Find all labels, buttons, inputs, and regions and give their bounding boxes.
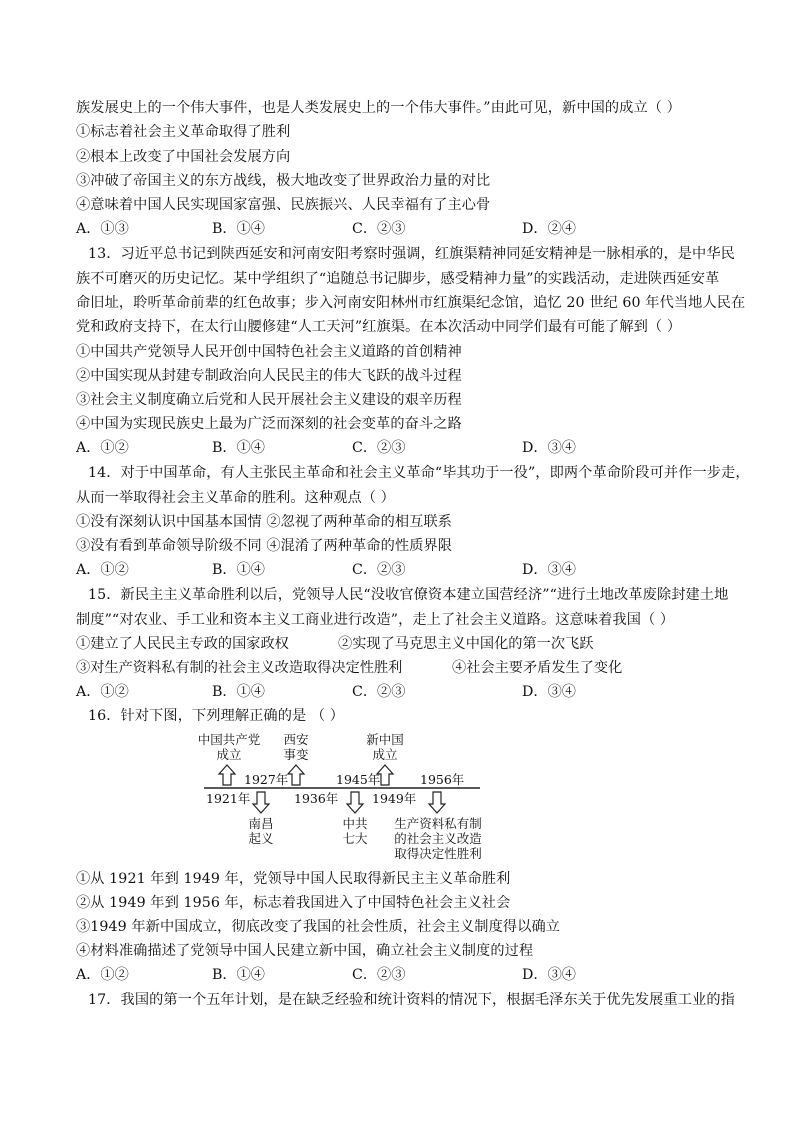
q16-item-3: ③1949 年新中国成立，彻底改变了我国的社会性质，社会主义制度得以确立	[76, 919, 561, 935]
q15-items-row-1	[76, 634, 736, 654]
timeline-label-socialist-transformation	[390, 816, 486, 861]
q12-stem-tail: 族发展史上的一个伟大事件，也是人类发展史上的一个伟大事件。”由此可见，新中国的成立（ ）	[76, 100, 681, 116]
q14-stem-line-1: 14．对于中国革命，有人主张民主革命和社会主义革命“毕其功于一役”，即两个革命阶段可并作一步走，	[88, 465, 750, 481]
q13-item-2: ②中国实现从封建专制政治向人民民主的伟大飞跃的战斗过程	[76, 368, 462, 384]
q13-stem-line-2: 族不可磨灭的历史记忆。某中学组织了“追随总书记脚步，感受精神力量”的实践活动，走进陕西延安革	[76, 271, 720, 287]
q12-option-d[interactable]: D．②④	[522, 221, 576, 237]
q16-option-b[interactable]: B．①④	[212, 967, 265, 983]
label-line: 的社会主义改造	[394, 831, 482, 846]
q12-item-1: ①标志着社会主义革命取得了胜利	[76, 124, 291, 140]
q13-option-a[interactable]: A．①②	[76, 440, 129, 456]
q14-option-b[interactable]: B．①④	[212, 562, 265, 578]
label-line: 西安	[283, 732, 309, 747]
q15-item-1: ①建立了人民民主专政的国家政权	[76, 636, 289, 652]
q15-option-d[interactable]: D．③④	[522, 684, 576, 700]
year-1927: 1927年	[244, 772, 289, 787]
q15-stem-line-1: 15．新民主主义革命胜利以后，党领导人民“没收官僚资本建立国营经济”“进行土地改革废除封建土地	[88, 587, 729, 603]
q15-option-c[interactable]: C．②③	[352, 684, 406, 700]
q14-options	[76, 560, 736, 580]
q13-item-4: ④中国为实现民族史上最为广泛而深刻的社会变革的奋斗之路	[76, 416, 462, 432]
q12-item-4: ④意味着中国人民实现国家富强、民族振兴、人民幸福有了主心骨	[76, 197, 491, 213]
label-line: 生产资料私有制	[394, 816, 482, 831]
q16-options	[76, 965, 736, 985]
q16-item-4: ④材料准确描述了党领导中国人民建立新中国，确立社会主义制度的过程	[76, 943, 534, 959]
down-arrow-1945-icon	[347, 792, 363, 813]
up-arrow-1936-icon	[288, 765, 304, 785]
q15-options	[76, 682, 736, 702]
q16-option-d[interactable]: D．③④	[522, 967, 576, 983]
q17-stem-line-1: 17．我国的第一个五年计划，是在缺乏经验和统计资料的情况下，根据毛泽东关于优先发展重工业的指	[88, 992, 735, 1008]
label-line: 事变	[283, 747, 309, 762]
q14-option-d[interactable]: D．③④	[522, 562, 576, 578]
q13-item-3: ③社会主义制度确立后党和人民开展社会主义建设的艰辛历程	[76, 392, 462, 408]
q15-item-3: ③对生产资料私有制的社会主义改造取得决定性胜利	[76, 660, 403, 676]
q13-stem-line-4: 党和政府支持下，在太行山腰修建“人工天河”红旗渠。在本次活动中同学们最有可能了解到（ ）	[76, 319, 682, 335]
timeline-label-cpc-founded	[194, 732, 264, 762]
q13-options	[76, 438, 736, 458]
q13-item-1: ①中国共产党领导人民开创中国特色社会主义道路的首创精神	[76, 344, 462, 360]
q16-option-a[interactable]: A．①②	[76, 967, 129, 983]
q14-items-row-2: ③没有看到革命领导阶级不同 ④混淆了两种革命的性质界限	[76, 538, 453, 554]
year-1956: 1956年	[420, 772, 465, 787]
timeline-label-new-china	[360, 732, 410, 762]
label-line: 成立	[372, 747, 398, 762]
year-1949: 1949年	[372, 791, 417, 806]
label-line: 起义	[248, 831, 274, 846]
q15-item-2: ②实现了马克思主义中国化的第一次飞跃	[338, 636, 594, 652]
q15-option-b[interactable]: B．①④	[212, 684, 265, 700]
label-line: 中国共产党	[197, 732, 261, 747]
label-line: 中共	[342, 816, 368, 831]
label-line: 南昌	[248, 816, 274, 831]
q12-option-c[interactable]: C．②③	[352, 221, 406, 237]
year-1936: 1936年	[294, 791, 339, 806]
down-arrow-1956-icon	[429, 792, 445, 813]
timeline-label-xian-incident	[276, 732, 316, 762]
label-line: 新中国	[366, 732, 404, 747]
q15-stem-line-2: 制度”“对农业、手工业和资本主义工商业进行改造”，走上了社会主义道路。这意味着我国（ ）	[76, 612, 675, 628]
q12-options	[76, 219, 736, 239]
year-1945: 1945年	[336, 772, 381, 787]
q16-item-1: ①从 1921 年到 1949 年，党领导中国人民取得新民主主义革命胜利	[76, 871, 511, 887]
q12-option-a[interactable]: A．①③	[76, 221, 129, 237]
q12-item-3: ③冲破了帝国主义的东方战线，极大地改变了世界政治力量的对比	[76, 173, 491, 189]
down-arrow-1927-icon	[253, 792, 269, 813]
q14-option-c[interactable]: C．②③	[352, 562, 406, 578]
timeline-label-nanchang-uprising	[245, 816, 277, 846]
q13-option-c[interactable]: C．②③	[352, 440, 406, 456]
q13-option-b[interactable]: B．①④	[212, 440, 265, 456]
q13-stem-line-3: 命旧址，聆听革命前辈的红色故事；步入河南安阳林州市红旗渠纪念馆，追忆 20 世纪 60 年代当地人民在	[76, 295, 746, 311]
q16-stem: 16．针对下图，下列理解正确的是 （ ）	[88, 708, 345, 724]
q16-timeline-figure	[190, 728, 490, 868]
label-line: 成立	[216, 747, 242, 762]
q14-stem-line-2: 从而一举取得社会主义革命的胜利。这种观点（ ）	[76, 490, 395, 506]
q13-stem-line-1: 13．习近平总书记到陕西延安和河南安阳考察时强调，红旗渠精神同延安精神是一脉相承的，是中华民	[88, 246, 735, 262]
q16-item-2: ②从 1949 年到 1956 年，标志着我国进入了中国特色社会主义社会	[76, 895, 511, 911]
q15-option-a[interactable]: A．①②	[76, 684, 129, 700]
q16-option-c[interactable]: C．②③	[352, 967, 406, 983]
label-line: 取得决定性胜利	[394, 846, 482, 861]
label-line: 七大	[342, 831, 368, 846]
q12-item-2: ②根本上改变了中国社会发展方向	[76, 149, 291, 165]
q15-item-4: ④社会主要矛盾发生了变化	[452, 660, 623, 676]
q14-items-row-1: ①没有深刻认识中国基本国情 ②忽视了两种革命的相互联系	[76, 514, 453, 530]
q15-items-row-2	[76, 658, 736, 678]
q12-option-b[interactable]: B．①④	[212, 221, 265, 237]
timeline-label-seventh-congress	[339, 816, 371, 846]
q14-option-a[interactable]: A．①②	[76, 562, 129, 578]
up-arrow-1921-icon	[219, 765, 235, 785]
q13-option-d[interactable]: D．③④	[522, 440, 576, 456]
year-1921: 1921年	[206, 791, 251, 806]
